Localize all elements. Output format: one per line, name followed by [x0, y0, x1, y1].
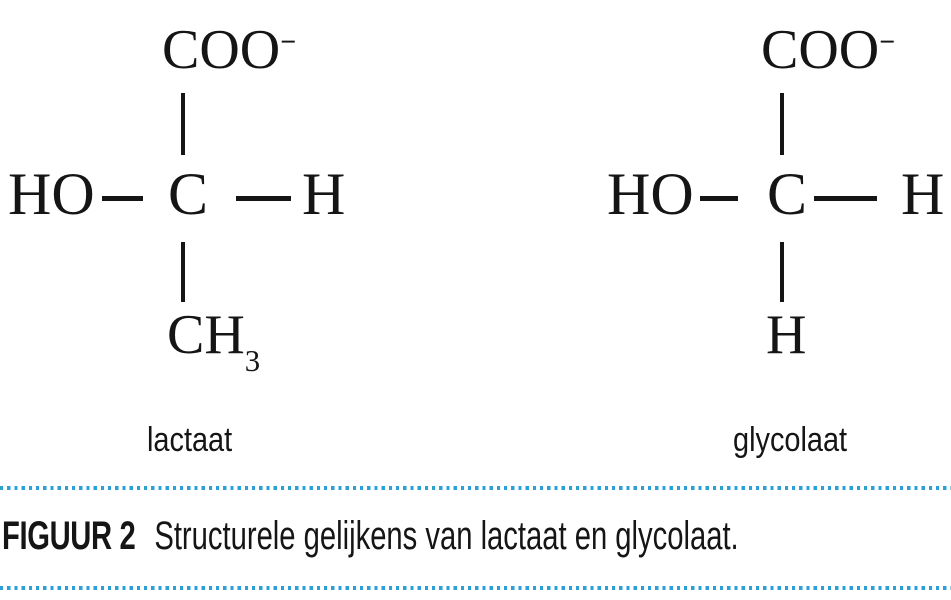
central-carbon: C — [767, 161, 808, 227]
hydroxyl-group: HO — [8, 161, 95, 227]
hydroxyl-group: HO — [607, 161, 694, 227]
molecule-lactate — [0, 0, 352, 470]
figure-caption — [2, 516, 739, 556]
negative-charge: − — [280, 26, 297, 58]
negative-charge: − — [879, 26, 896, 58]
methyl-main: CH — [167, 304, 245, 366]
bond-bottom-vertical — [181, 242, 185, 302]
hydrogen-atom-bottom — [766, 304, 807, 366]
carboxylate-formula: COO — [761, 19, 880, 81]
figure-caption-text: Structurele gelijkens van lactaat en glycolaat. — [154, 514, 739, 558]
bond-right-horizontal — [814, 196, 877, 201]
bond-left-horizontal — [102, 196, 143, 201]
central-carbon: C — [168, 161, 209, 227]
bond-top-vertical — [181, 93, 185, 155]
bond-left-horizontal — [700, 196, 738, 201]
bond-bottom-vertical — [780, 242, 784, 302]
molecule-name-glycolate: glycolaat — [733, 421, 848, 459]
molecule-glycolate — [599, 0, 951, 470]
dotted-separator-bottom — [0, 586, 951, 590]
dotted-separator-top — [0, 486, 951, 490]
bond-right-horizontal — [236, 196, 291, 201]
hydrogen-main: H — [766, 304, 807, 366]
hydrogen-atom-right: H — [302, 161, 346, 227]
carboxylate-group — [162, 19, 297, 81]
methyl-subscript: 3 — [244, 343, 261, 378]
molecule-name-lactate: lactaat — [147, 421, 233, 459]
figure-caption-label: FIGUUR 2 — [2, 514, 136, 558]
hydrogen-atom-right: H — [901, 161, 945, 227]
carboxylate-group — [761, 19, 896, 81]
bond-top-vertical — [780, 93, 784, 155]
carboxylate-formula: COO — [162, 19, 281, 81]
methyl-group — [167, 304, 261, 378]
